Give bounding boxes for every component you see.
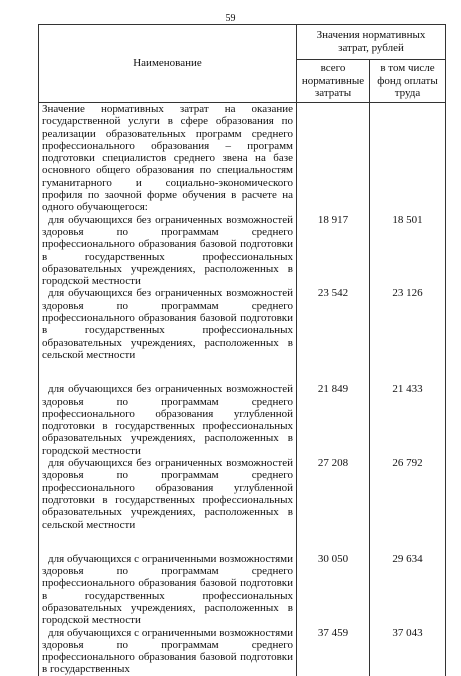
row-total: 30 050 [297,553,370,627]
table-row [39,214,446,288]
column-header-total: всего нормативные затраты [297,60,370,103]
table-row [39,287,446,361]
row-name: для обучающихся без ограниченных возможностей здоровья по программам среднего профессионального образования углубленной подготовки в государственных профессиональных образовательных учреждениях, расположенных в городской местности [42,383,293,457]
table-row [39,457,446,531]
intro-row [39,103,446,214]
row-total: 37 459 [297,627,370,676]
table-row [39,383,446,457]
row-fund: 37 043 [370,627,446,676]
row-fund: 29 634 [370,553,446,627]
column-header-name: Наименование [39,25,297,103]
row-name: для обучающихся с ограниченными возможностями здоровья по программам среднего профессионального образования базовой подготовки в государственных профессиональных образовательных учреждениях, расположенных в городской местности [42,552,293,627]
row-fund: 23 126 [370,287,446,361]
row-fund: 26 792 [370,457,446,531]
row-total: 21 849 [297,383,370,457]
column-header-fund: в том числе фонд оплаты труда [370,60,446,103]
column-header-values: Значения нормативных затрат, рублей [297,25,446,60]
row-total: 23 542 [297,287,370,361]
row-total: 27 208 [297,457,370,531]
row-name: для обучающихся без ограниченных возможностей здоровья по программам среднего профессионального образования углубленной подготовки в государственных профессиональных образовательных учреждениях, расположенных в сельской местности [42,457,293,531]
row-name: для обучающихся без ограниченных возможностей здоровья по программам среднего профессионального образования базовой подготовки в государственных профессиональных образовательных учреждениях, расположенных в городской местности [42,213,293,288]
row-name: для обучающихся с ограниченными возможностями здоровья по программам среднего профессионального образования базовой подготовки в государственных [42,626,293,676]
row-total: 18 917 [297,214,370,288]
row-name: для обучающихся без ограниченных возможностей здоровья по программам среднего профессионального образования базовой подготовки в государственных профессиональных образовательных учреждениях, расположенных в сельской местности [42,287,293,361]
table-row [39,553,446,627]
row-fund: 18 501 [370,214,446,288]
page-number: 59 [225,13,236,24]
intro-text: Значение нормативных затрат на оказание государственной услуги в сфере образования по реализации образовательных программ среднего профессионального образования – программ подготовки специалистов среднего звена на базе основного общего образования по специальностям гуманитарного и социально-экономического профиля по заочной форме обучения в расчете на одного обучающегося: [39,103,297,214]
row-fund: 21 433 [370,383,446,457]
normative-costs-table [38,24,446,676]
table-row [39,627,446,676]
